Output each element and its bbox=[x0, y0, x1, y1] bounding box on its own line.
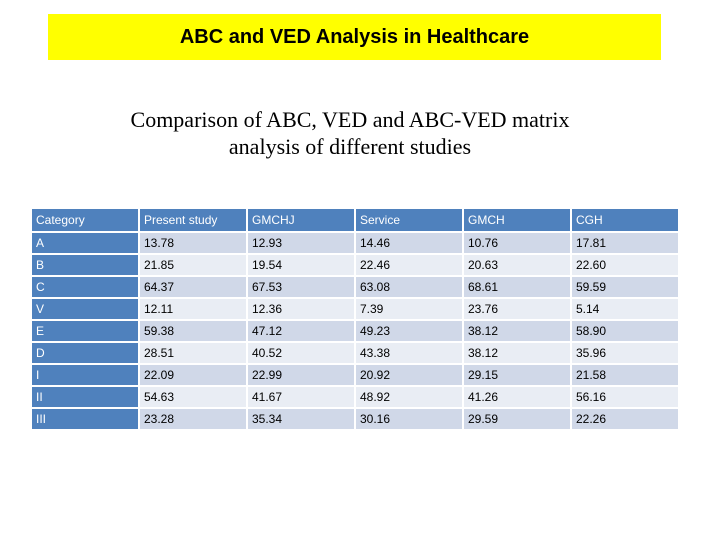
table-cell: 23.76 bbox=[463, 298, 571, 320]
row-category: E bbox=[31, 320, 139, 342]
table-cell: 38.12 bbox=[463, 342, 571, 364]
table-cell: 54.63 bbox=[139, 386, 247, 408]
table-row bbox=[31, 320, 679, 342]
table-row bbox=[31, 364, 679, 386]
table-cell: 5.14 bbox=[571, 298, 679, 320]
table-cell: 20.92 bbox=[355, 364, 463, 386]
header-present-study: Present study bbox=[139, 208, 247, 232]
header-service: Service bbox=[355, 208, 463, 232]
table-row bbox=[31, 232, 679, 254]
table-cell: 58.90 bbox=[571, 320, 679, 342]
table-cell: 14.46 bbox=[355, 232, 463, 254]
table-row bbox=[31, 298, 679, 320]
header-gmchj: GMCHJ bbox=[247, 208, 355, 232]
table-row bbox=[31, 254, 679, 276]
table-row bbox=[31, 386, 679, 408]
table-cell: 59.38 bbox=[139, 320, 247, 342]
banner-title: ABC and VED Analysis in Healthcare bbox=[48, 14, 661, 60]
subtitle-line-2: analysis of different studies bbox=[228, 134, 472, 159]
header-cgh: CGH bbox=[571, 208, 679, 232]
table-cell: 35.96 bbox=[571, 342, 679, 364]
table-cell: 67.53 bbox=[247, 276, 355, 298]
comparison-table bbox=[30, 207, 680, 431]
table-cell: 10.76 bbox=[463, 232, 571, 254]
row-category: C bbox=[31, 276, 139, 298]
table-cell: 43.38 bbox=[355, 342, 463, 364]
table-cell: 59.59 bbox=[571, 276, 679, 298]
row-category: B bbox=[31, 254, 139, 276]
table-cell: 64.37 bbox=[139, 276, 247, 298]
table-cell: 56.16 bbox=[571, 386, 679, 408]
table-cell: 41.26 bbox=[463, 386, 571, 408]
table-header-row bbox=[31, 208, 679, 232]
table-cell: 30.16 bbox=[355, 408, 463, 430]
table-cell: 22.26 bbox=[571, 408, 679, 430]
table-row bbox=[31, 408, 679, 430]
slide-subtitle bbox=[60, 106, 640, 160]
table-cell: 49.23 bbox=[355, 320, 463, 342]
table-cell: 22.09 bbox=[139, 364, 247, 386]
table-cell: 68.61 bbox=[463, 276, 571, 298]
subtitle-line-1: Comparison of ABC, VED and ABC-VED matrix bbox=[130, 107, 570, 132]
header-gmch: GMCH bbox=[463, 208, 571, 232]
table-row bbox=[31, 276, 679, 298]
table-cell: 12.93 bbox=[247, 232, 355, 254]
table-cell: 35.34 bbox=[247, 408, 355, 430]
table-cell: 20.63 bbox=[463, 254, 571, 276]
table-cell: 22.46 bbox=[355, 254, 463, 276]
table-row bbox=[31, 342, 679, 364]
table-cell: 23.28 bbox=[139, 408, 247, 430]
row-category: D bbox=[31, 342, 139, 364]
table-cell: 63.08 bbox=[355, 276, 463, 298]
table-cell: 29.59 bbox=[463, 408, 571, 430]
table-cell: 19.54 bbox=[247, 254, 355, 276]
row-category: II bbox=[31, 386, 139, 408]
table-cell: 29.15 bbox=[463, 364, 571, 386]
row-category: A bbox=[31, 232, 139, 254]
table-cell: 22.99 bbox=[247, 364, 355, 386]
table-cell: 17.81 bbox=[571, 232, 679, 254]
table-cell: 13.78 bbox=[139, 232, 247, 254]
table-cell: 21.58 bbox=[571, 364, 679, 386]
table-cell: 28.51 bbox=[139, 342, 247, 364]
row-category: V bbox=[31, 298, 139, 320]
table-cell: 12.11 bbox=[139, 298, 247, 320]
table-cell: 41.67 bbox=[247, 386, 355, 408]
table-cell: 47.12 bbox=[247, 320, 355, 342]
row-category: III bbox=[31, 408, 139, 430]
table-cell: 38.12 bbox=[463, 320, 571, 342]
table-cell: 48.92 bbox=[355, 386, 463, 408]
table-cell: 7.39 bbox=[355, 298, 463, 320]
table-cell: 22.60 bbox=[571, 254, 679, 276]
table-cell: 40.52 bbox=[247, 342, 355, 364]
table-cell: 12.36 bbox=[247, 298, 355, 320]
table-cell: 21.85 bbox=[139, 254, 247, 276]
header-category: Category bbox=[31, 208, 139, 232]
row-category: I bbox=[31, 364, 139, 386]
